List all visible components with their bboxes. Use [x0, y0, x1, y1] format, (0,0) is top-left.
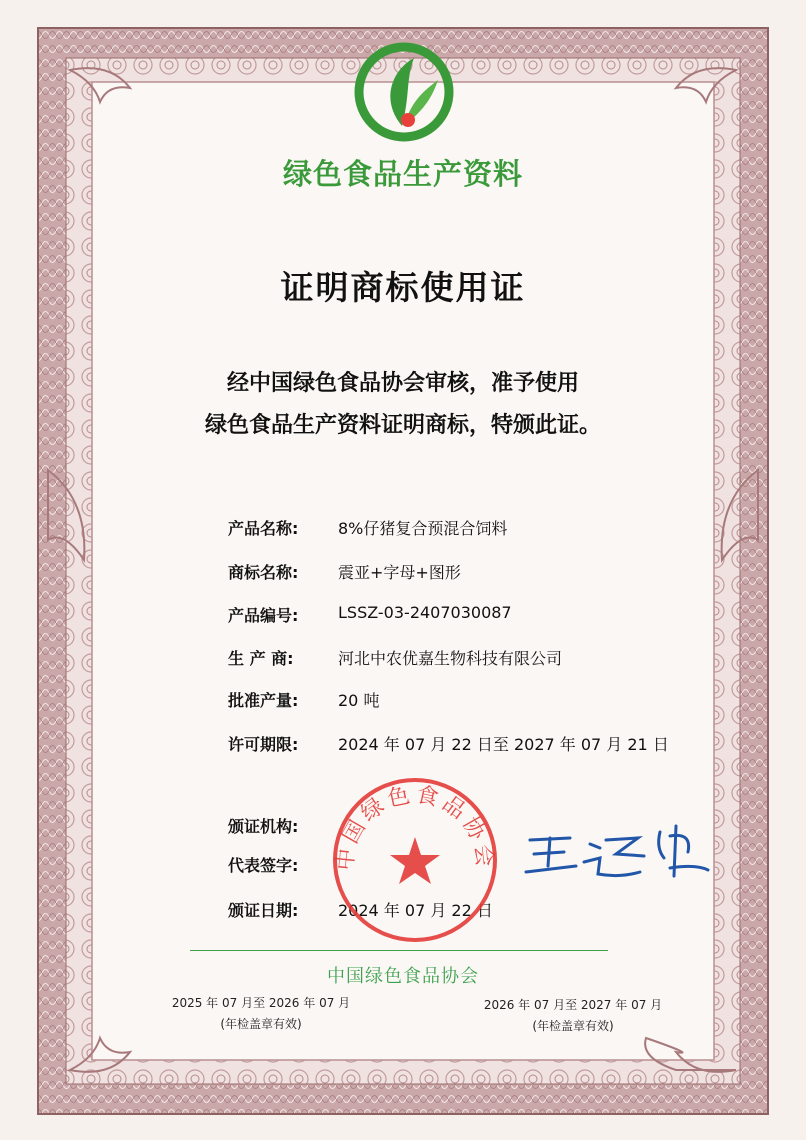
field-label: 生 产 商: [228, 649, 294, 668]
star-icon [390, 837, 440, 884]
review-period: 2025 年 07 月至 2026 年 07 月 [171, 996, 351, 1010]
review-note: (年检盖章有效) [532, 1019, 614, 1033]
logo-text: 绿色食品生产资料 [282, 157, 523, 191]
field-value: LSSZ-03-2407030087 [338, 603, 512, 622]
intro-line-1: 经中国绿色食品协会审核，准予使用 [226, 370, 579, 396]
field-license-period [0, 732, 806, 762]
field-product-name [0, 516, 806, 546]
date-value: 2024 年 07 月 22 日 [338, 901, 493, 920]
intro-line-2: 绿色食品生产资料证明商标，特颁此证。 [204, 412, 601, 438]
field-label: 产品编号: [228, 606, 299, 625]
footer-divider [190, 950, 608, 951]
review-period: 2026 年 07 月至 2027 年 07 月 [483, 998, 663, 1012]
field-value: 2024 年 07 月 22 日至 2027 年 07 月 21 日 [338, 735, 669, 754]
field-product-number [0, 603, 806, 633]
review-note: (年检盖章有效) [220, 1017, 302, 1031]
authority-label: 颁证机构: [228, 817, 299, 836]
field-manufacturer [0, 646, 806, 676]
annual-review-2 [458, 996, 688, 1034]
field-label: 商标名称: [228, 563, 299, 582]
signature-label: 代表签字: [228, 856, 299, 875]
date-label: 颁证日期: [228, 901, 299, 920]
seal-text: 中国绿色食品协会 [333, 782, 497, 872]
field-label: 批准产量: [228, 691, 299, 710]
field-value: 20 吨 [338, 691, 380, 710]
field-value: 震亚+字母+图形 [338, 563, 461, 582]
official-seal [330, 775, 500, 945]
field-label: 许可期限: [228, 735, 299, 754]
field-value: 8%仔猪复合预混合饲料 [338, 519, 508, 538]
certificate-title: 证明商标使用证 [280, 268, 526, 307]
field-value: 河北中农优嘉生物科技有限公司 [338, 649, 563, 668]
field-trademark-name [0, 560, 806, 590]
issuer-name: 中国绿色食品协会 [327, 966, 479, 987]
handwritten-signature [520, 818, 720, 888]
field-label: 产品名称: [228, 519, 299, 538]
annual-review-1 [146, 994, 376, 1032]
field-approved-output [0, 688, 806, 718]
green-food-leaf-icon [352, 40, 456, 144]
